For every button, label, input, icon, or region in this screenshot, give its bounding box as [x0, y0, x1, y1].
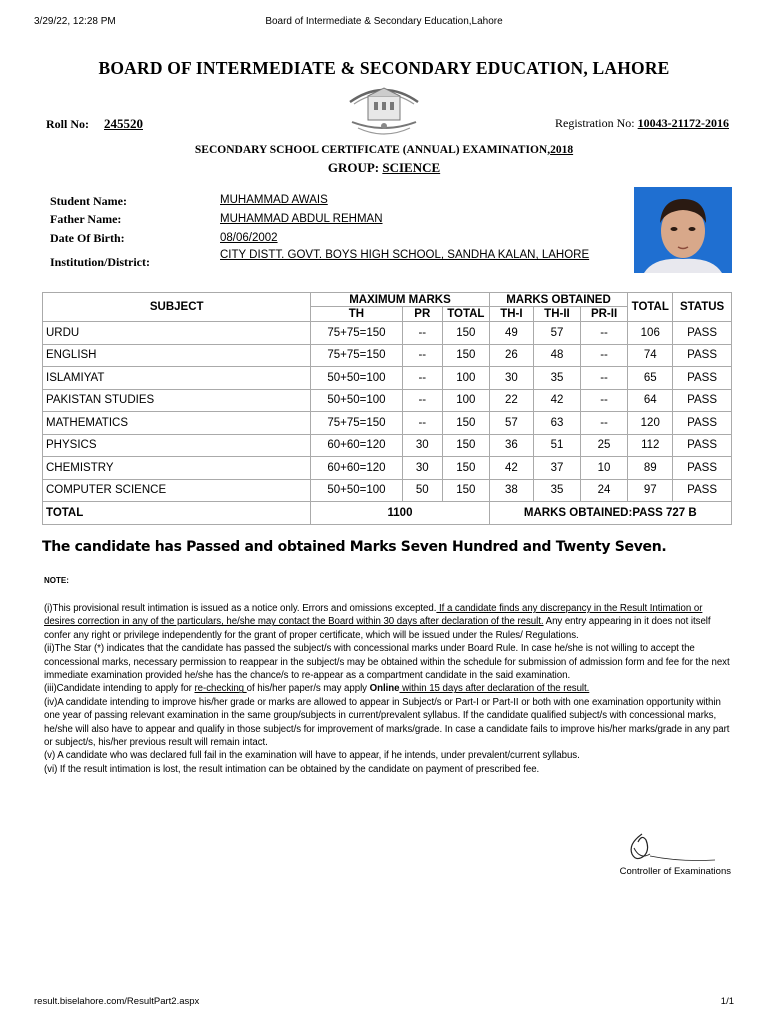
cell-total: 120: [628, 412, 673, 435]
cell-pr: --: [402, 367, 443, 390]
cell-subject: URDU: [43, 322, 311, 345]
cell-max-total: 100: [443, 389, 490, 412]
note-3: [44, 682, 734, 695]
cell-th1: 22: [489, 389, 534, 412]
note-1-text: (i)This provisional result intimation is issued as a notice only. Errors and omissions excepted.: [44, 603, 437, 614]
group-line: [0, 160, 768, 176]
header-marks-obtained: MARKS OBTAINED: [489, 293, 628, 307]
cell-status: PASS: [673, 322, 732, 345]
note-3-online: Online: [369, 683, 400, 695]
page-number: 1/1: [720, 996, 734, 1007]
registration-value: 10043-21172-2016: [637, 116, 729, 130]
cell-max-total: 150: [443, 322, 490, 345]
print-datetime: 3/29/22, 12:28 PM: [34, 16, 116, 27]
cell-max-total: 150: [443, 479, 490, 502]
cell-subject: ISLAMIYAT: [43, 367, 311, 390]
table-row: [43, 389, 732, 412]
cell-pr: 50: [402, 479, 443, 502]
cell-status: PASS: [673, 412, 732, 435]
print-footer: [34, 996, 734, 1010]
roll-value: 245520: [104, 116, 143, 131]
table-row: [43, 344, 732, 367]
cell-total: 64: [628, 389, 673, 412]
header-subject: SUBJECT: [43, 293, 311, 322]
cell-pr2: --: [580, 389, 628, 412]
cell-th2: 35: [534, 367, 581, 390]
page-url: result.biselahore.com/ResultPart2.aspx: [34, 996, 200, 1007]
cell-pr2: 10: [580, 457, 628, 480]
cell-status: PASS: [673, 457, 732, 480]
table-row: [43, 434, 732, 457]
note-3-text: (iii)Candidate intending to apply for: [44, 683, 195, 695]
group-value: SCIENCE: [382, 160, 441, 175]
cell-th1: 49: [489, 322, 534, 345]
cell-subject: COMPUTER SCIENCE: [43, 479, 311, 502]
note-3-deadline: within 15 days after declaration of the result.: [399, 683, 590, 695]
cell-th: 60+60=120: [311, 457, 402, 480]
cell-th1: 30: [489, 367, 534, 390]
header-th1: TH-I: [489, 307, 534, 322]
print-header: [34, 16, 734, 30]
student-photo: [634, 187, 732, 273]
notes-section: [44, 602, 734, 776]
institution-label: Institution/District:: [50, 255, 150, 269]
cell-th2: 51: [534, 434, 581, 457]
header-total: TOTAL: [628, 293, 673, 322]
cell-pr2: --: [580, 344, 628, 367]
student-name-label: Student Name:: [50, 194, 127, 208]
note-1-rest: Any entry appearing in it does not itself confer any right or privilege independently for the grant of proper certificate, which will be issued under the Rules/ Regulations.: [44, 616, 711, 641]
cell-th1: 42: [489, 457, 534, 480]
cell-th2: 48: [534, 344, 581, 367]
header-maximum-marks: MAXIMUM MARKS: [311, 293, 489, 307]
father-name: MUHAMMAD ABDUL REHMAN: [220, 213, 383, 225]
cell-th2: 57: [534, 322, 581, 345]
cell-subject: MATHEMATICS: [43, 412, 311, 435]
header-status: STATUS: [673, 293, 732, 322]
cell-total: 89: [628, 457, 673, 480]
cell-th2: 37: [534, 457, 581, 480]
table-row: [43, 367, 732, 390]
registration-label: Registration No:: [554, 116, 635, 130]
header-pr: PR: [402, 307, 443, 322]
note-3-rechecking: re-checking: [194, 683, 247, 695]
group-label: GROUP:: [327, 160, 380, 175]
table-row: [43, 322, 732, 345]
student-name: MUHAMMAD AWAIS: [220, 194, 328, 206]
marks-table-body: [43, 322, 732, 502]
cell-pr: --: [402, 389, 443, 412]
cell-pr2: --: [580, 412, 628, 435]
cell-total: 112: [628, 434, 673, 457]
cell-subject: CHEMISTRY: [43, 457, 311, 480]
cell-status: PASS: [673, 479, 732, 502]
header-th: TH: [311, 307, 402, 322]
cell-th2: 63: [534, 412, 581, 435]
cell-status: PASS: [673, 344, 732, 367]
exam-title: [0, 144, 768, 156]
note-3-middle: of his/her paper/s may apply: [246, 683, 370, 695]
cell-pr2: --: [580, 322, 628, 345]
cell-subject: PHYSICS: [43, 434, 311, 457]
total-max-marks: 1100: [311, 502, 489, 525]
print-page-title: Board of Intermediate & Secondary Education,Lahore: [265, 16, 503, 27]
total-row: [43, 502, 732, 525]
cell-status: PASS: [673, 389, 732, 412]
exam-year: 2018: [550, 144, 574, 156]
header-th2: TH-II: [534, 307, 581, 322]
cell-pr: 30: [402, 434, 443, 457]
note-4: (iv)A candidate intending to improve his/her grade or marks are allowed to appear in Subject/s or Part-I or Part-II or both with one examination opportunity within one year of passing relevant examination in the same group/subjects in current/prevalent syllabus. If the candidate qualified subject/s with concessional marks, he/she will also have to appear and qualify in those subject/s for improvement of marks/grade. In case a candidate fails to improve his/her marks/grade in any part or subject/s, his/her previous result will remain intact.: [44, 696, 730, 749]
cell-th1: 57: [489, 412, 534, 435]
cell-total: 106: [628, 322, 673, 345]
father-name-label: Father Name:: [50, 212, 122, 226]
cell-th2: 42: [534, 389, 581, 412]
cell-max-total: 100: [443, 367, 490, 390]
cell-pr: --: [402, 344, 443, 367]
note-6: (vi) If the result intimation is lost, the result intimation can be obtained by the candidate on payment of prescribed fee.: [44, 763, 540, 775]
registration-number: [555, 116, 729, 131]
institution-value: CITY DISTT. GOVT. BOYS HIGH SCHOOL, SANDHA KALAN, LAHORE: [220, 249, 590, 261]
note-1: [44, 602, 734, 642]
marks-table: [42, 292, 732, 525]
cell-th: 60+60=120: [311, 434, 402, 457]
header-max-total: TOTAL: [443, 307, 490, 322]
cell-status: PASS: [673, 367, 732, 390]
note-2: (ii)The Star (*) indicates that the candidate has passed the subject/s with concessional marks under Board Rule. In case he/she is not willing to accept the concessional marks, necessary permission to reappear in the subject/s may be obtained within the schedule for submission of admission form and fee for the next immediate examination provided he/she has the chance/s to re-appear as a compartment candidate in the said examination.: [44, 643, 730, 682]
cell-total: 74: [628, 344, 673, 367]
cell-pr2: --: [580, 367, 628, 390]
note-5: (v) A candidate who was declared full fail in the examination will have to appear, if he intends, under prevalent/current syllabus.: [44, 750, 580, 762]
total-marks-obtained: MARKS OBTAINED:PASS 727 B: [489, 502, 731, 525]
cell-th: 75+75=150: [311, 322, 402, 345]
cell-th: 75+75=150: [311, 344, 402, 367]
cell-th: 50+50=100: [311, 479, 402, 502]
cell-subject: PAKISTAN STUDIES: [43, 389, 311, 412]
cell-pr2: 25: [580, 434, 628, 457]
header-pr2: PR-II: [580, 307, 628, 322]
cell-max-total: 150: [443, 412, 490, 435]
cell-total: 97: [628, 479, 673, 502]
cell-th: 75+75=150: [311, 412, 402, 435]
cell-pr2: 24: [580, 479, 628, 502]
signature-icon: [620, 824, 720, 868]
dob-label: Date Of Birth:: [50, 231, 125, 245]
table-row: [43, 479, 732, 502]
exam-title-text: SECONDARY SCHOOL CERTIFICATE (ANNUAL) EXAMINATION,: [194, 144, 551, 156]
roll-label: Roll No:: [46, 117, 89, 131]
cell-pr: --: [402, 322, 443, 345]
board-title: BOARD OF INTERMEDIATE & SECONDARY EDUCATION, LAHORE: [98, 58, 670, 78]
cell-th2: 35: [534, 479, 581, 502]
controller-of-examinations: Controller of Examinations: [619, 866, 731, 877]
cell-th1: 26: [489, 344, 534, 367]
cell-max-total: 150: [443, 457, 490, 480]
cell-th1: 36: [489, 434, 534, 457]
dob-value: 08/06/2002: [220, 232, 278, 244]
total-label: TOTAL: [43, 502, 311, 525]
cell-total: 65: [628, 367, 673, 390]
cell-pr: --: [402, 412, 443, 435]
table-row: [43, 412, 732, 435]
cell-pr: 30: [402, 457, 443, 480]
result-statement: The candidate has Passed and obtained Marks Seven Hundred and Twenty Seven.: [42, 539, 667, 555]
note-1-underlined: If a candidate finds any discrepancy in the Result Intimation or desires correction in any of the particulars, he/she may contact the Board within 30 days after declaration of the result.: [44, 603, 703, 628]
table-row: [43, 457, 732, 480]
cell-th: 50+50=100: [311, 389, 402, 412]
cell-th: 50+50=100: [311, 367, 402, 390]
board-crest-icon: [344, 82, 424, 142]
cell-max-total: 150: [443, 434, 490, 457]
cell-max-total: 150: [443, 344, 490, 367]
note-title: NOTE:: [44, 576, 69, 585]
cell-status: PASS: [673, 434, 732, 457]
roll-number: [46, 116, 143, 132]
cell-th1: 38: [489, 479, 534, 502]
cell-subject: ENGLISH: [43, 344, 311, 367]
